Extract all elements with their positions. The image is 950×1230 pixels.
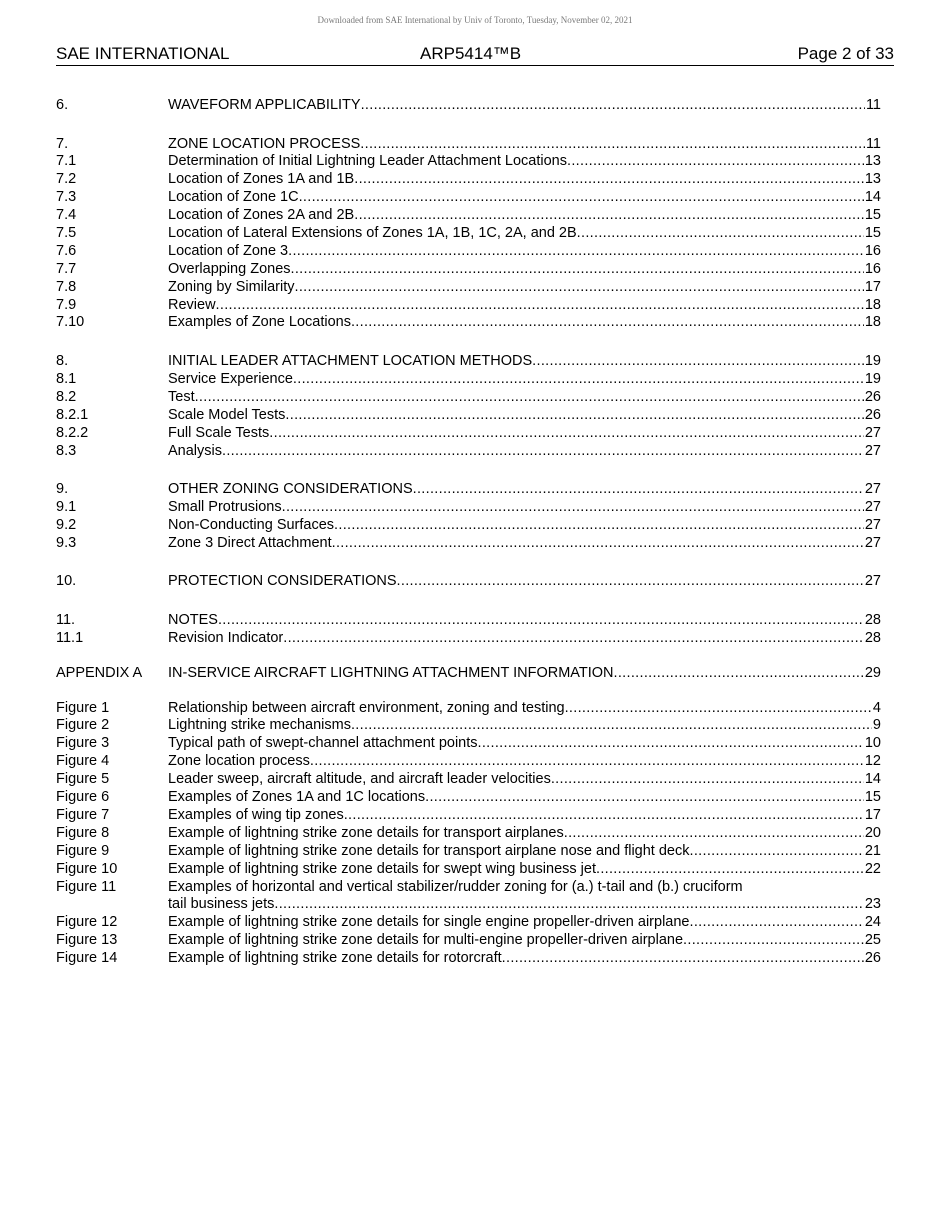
toc-entry xyxy=(56,499,881,517)
figure-title: Example of lightning strike zone details for swept wing business jet xyxy=(168,860,596,877)
dot-leader xyxy=(565,700,872,718)
page-number: 12 xyxy=(864,753,881,770)
entry-title-line xyxy=(168,225,881,243)
page-number: 27 xyxy=(864,573,881,590)
section-title: PROTECTION CONSIDERATIONS xyxy=(168,573,397,590)
entry-title-line xyxy=(168,243,881,261)
entry-title-line xyxy=(168,932,881,950)
figure-title: Examples of Zones 1A and 1C locations xyxy=(168,789,426,806)
dot-leader xyxy=(218,612,864,630)
toc-entry xyxy=(56,314,881,332)
entry-title-line xyxy=(168,861,881,879)
toc-entry xyxy=(56,171,881,189)
figure-title: Example of lightning strike zone details for transport airplane nose and flight deck xyxy=(168,842,690,859)
entry-title-line xyxy=(168,189,881,207)
section-title: Overlapping Zones xyxy=(168,260,291,277)
page-number: 13 xyxy=(864,171,881,188)
page-number: 25 xyxy=(864,932,881,949)
entry-title-line xyxy=(168,612,881,630)
dot-leader xyxy=(532,353,864,371)
figure-list-entry xyxy=(56,879,881,897)
section-number: 8.2.1 xyxy=(56,406,89,423)
toc-entry xyxy=(56,665,881,683)
dot-leader xyxy=(564,825,864,843)
entry-title-line xyxy=(168,517,881,535)
dot-leader xyxy=(577,225,864,243)
dot-leader xyxy=(274,896,863,914)
figure-list-entry xyxy=(56,735,881,753)
section-number: 8.3 xyxy=(56,442,77,459)
toc-entry xyxy=(56,517,881,535)
figure-title: Example of lightning strike zone details for transport airplanes xyxy=(168,824,564,841)
figure-number: Figure 3 xyxy=(56,735,110,752)
dot-leader xyxy=(683,932,864,950)
dot-leader xyxy=(354,171,864,189)
figure-number: Figure 5 xyxy=(56,771,110,788)
section-number: 7. xyxy=(56,135,69,152)
entry-title-line xyxy=(168,789,881,807)
figure-title: Zone location process xyxy=(168,753,310,770)
toc-entry xyxy=(56,353,881,371)
section-number: 11.1 xyxy=(56,629,84,646)
entry-title-line xyxy=(168,700,881,718)
section-number: 7.7 xyxy=(56,260,77,277)
figure-title: Example of lightning strike zone details for multi-engine propeller-driven airplane xyxy=(168,932,684,949)
section-number: 7.2 xyxy=(56,171,77,188)
entry-title-line xyxy=(168,753,881,771)
dot-leader xyxy=(425,789,864,807)
dot-leader xyxy=(269,425,864,443)
section-number: 8.2 xyxy=(56,388,77,405)
page-number: 24 xyxy=(864,914,881,931)
dot-leader xyxy=(334,517,864,535)
toc-entry xyxy=(56,279,881,297)
entry-title-line xyxy=(168,825,881,843)
figure-list-entry xyxy=(56,843,881,861)
section-number: 8.2.2 xyxy=(56,424,89,441)
section-number: 7.9 xyxy=(56,296,77,313)
dot-leader xyxy=(351,717,872,735)
figure-title: Example of lightning strike zone details for single engine propeller-driven airplane xyxy=(168,914,690,931)
figure-list-entry xyxy=(56,771,881,789)
entry-title-line xyxy=(168,297,881,315)
entry-title-line xyxy=(168,314,881,332)
toc-entry xyxy=(56,481,881,499)
section-number: 7.4 xyxy=(56,207,77,224)
page-number: 26 xyxy=(864,950,881,967)
entry-title-line xyxy=(168,843,881,861)
page-number: 21 xyxy=(864,842,881,859)
entry-title-line xyxy=(168,879,881,897)
section-title: Non-Conducting Surfaces xyxy=(168,516,335,533)
toc-entry xyxy=(56,243,881,261)
page-number: 11 xyxy=(865,97,881,113)
figure-number: Figure 14 xyxy=(56,950,118,967)
section-title: INITIAL LEADER ATTACHMENT LOCATION METHODS xyxy=(168,353,533,370)
page-number: 17 xyxy=(864,278,881,295)
section-title: Zone 3 Direct Attachment xyxy=(168,534,332,551)
dot-leader xyxy=(299,189,864,207)
figure-number: Figure 2 xyxy=(56,717,110,734)
section-title: Test xyxy=(168,388,195,405)
section-number: 7.5 xyxy=(56,225,77,242)
entry-title-line xyxy=(168,407,881,425)
page-number: 26 xyxy=(864,388,881,405)
figure-list-entry xyxy=(56,753,881,771)
page-number: 27 xyxy=(864,481,881,498)
entry-title-line xyxy=(168,443,881,461)
page-number: 4 xyxy=(872,699,881,716)
page-number: 15 xyxy=(864,207,881,224)
page-number: 14 xyxy=(864,189,881,206)
figure-list-entry-continuation xyxy=(56,896,881,914)
section-title: Examples of Zone Locations xyxy=(168,314,351,331)
toc-entry xyxy=(56,425,881,443)
entry-title-line xyxy=(168,950,881,968)
dot-leader xyxy=(551,771,864,789)
section-title: Location of Lateral Extensions of Zones 1A, 1B, 1C, 2A, and 2B xyxy=(168,225,577,242)
dot-leader xyxy=(614,665,864,683)
toc-entry xyxy=(56,371,881,389)
figure-title: Relationship between aircraft environment, zoning and testing xyxy=(168,699,565,716)
entry-title-line xyxy=(168,97,881,115)
toc-entry xyxy=(56,407,881,425)
dot-leader xyxy=(351,314,864,332)
entry-title-line xyxy=(168,630,881,648)
entry-title-line xyxy=(168,353,881,371)
dot-leader xyxy=(310,753,864,771)
toc-entry xyxy=(56,535,881,553)
toc-entry xyxy=(56,153,881,171)
page-number: 20 xyxy=(864,824,881,841)
page-number: 28 xyxy=(864,629,881,646)
dot-leader xyxy=(690,843,864,861)
section-number: 9.2 xyxy=(56,516,77,533)
page-number: 15 xyxy=(864,789,881,806)
page-number: 27 xyxy=(864,442,881,459)
toc-entry xyxy=(56,443,881,461)
section-title: OTHER ZONING CONSIDERATIONS xyxy=(168,481,413,498)
section-title: NOTES xyxy=(168,611,218,628)
entry-title-line xyxy=(168,771,881,789)
toc-entry xyxy=(56,573,881,591)
page-number: 26 xyxy=(864,406,881,423)
page-number: 14 xyxy=(864,771,881,788)
dot-leader xyxy=(288,243,864,261)
toc-entry xyxy=(56,630,881,648)
section-title: Scale Model Tests xyxy=(168,406,286,423)
page-number: 11 xyxy=(865,135,881,152)
entry-title-line xyxy=(168,535,881,553)
section-number: 7.10 xyxy=(56,314,85,331)
section-title: Zoning by Similarity xyxy=(168,278,295,295)
toc-entry xyxy=(56,225,881,243)
dot-leader xyxy=(478,735,864,753)
page-number: 27 xyxy=(864,534,881,551)
figure-list-entry xyxy=(56,861,881,879)
table-of-contents xyxy=(56,97,881,968)
page-number: 16 xyxy=(864,242,881,259)
figure-list-entry xyxy=(56,807,881,825)
figure-list-entry xyxy=(56,950,881,968)
page-number: 29 xyxy=(864,664,881,681)
toc-entry xyxy=(56,189,881,207)
figure-number: Figure 10 xyxy=(56,860,118,877)
page-number: 19 xyxy=(864,353,881,370)
figure-list-entry xyxy=(56,825,881,843)
section-title: IN-SERVICE AIRCRAFT LIGHTNING ATTACHMENT INFORMATION xyxy=(168,664,614,681)
entry-title-line xyxy=(168,499,881,517)
section-number: 7.6 xyxy=(56,242,77,259)
dot-leader xyxy=(282,499,864,517)
dot-leader xyxy=(397,573,864,591)
figure-title: Example of lightning strike zone details for rotorcraft xyxy=(168,950,502,967)
section-title: Analysis xyxy=(168,442,222,459)
entry-title-line xyxy=(168,807,881,825)
dot-leader xyxy=(502,950,864,968)
section-number: 7.1 xyxy=(56,153,77,170)
section-title: Determination of Initial Lightning Leader Attachment Locations xyxy=(168,153,567,170)
entry-title-line xyxy=(168,136,881,154)
section-title: Full Scale Tests xyxy=(168,424,270,441)
dot-leader xyxy=(285,407,863,425)
dot-leader xyxy=(567,153,864,171)
page-number: 23 xyxy=(864,896,881,913)
dot-leader xyxy=(332,535,864,553)
section-number: 7.8 xyxy=(56,278,77,295)
page-number: 9 xyxy=(872,717,881,734)
section-title: Review xyxy=(168,296,216,313)
entry-title-line xyxy=(168,481,881,499)
figure-title: Leader sweep, aircraft altitude, and aircraft leader velocities xyxy=(168,771,551,788)
dot-leader xyxy=(283,630,864,648)
header-document-number: ARP5414™B xyxy=(420,44,522,63)
dot-leader xyxy=(413,481,864,499)
figure-number: Figure 1 xyxy=(56,699,110,716)
toc-entry xyxy=(56,261,881,279)
figure-number: Figure 7 xyxy=(56,806,110,823)
section-title: Location of Zones 2A and 2B xyxy=(168,207,355,224)
figure-title: Examples of wing tip zones xyxy=(168,806,344,823)
figure-number: Figure 13 xyxy=(56,932,118,949)
section-number: 9.3 xyxy=(56,534,77,551)
figure-list-entry xyxy=(56,932,881,950)
dot-leader xyxy=(222,443,864,461)
figure-list-entry xyxy=(56,789,881,807)
dot-leader xyxy=(690,914,864,932)
dot-leader xyxy=(360,136,865,154)
entry-title-line xyxy=(168,665,881,683)
entry-title-line xyxy=(168,735,881,753)
page-number: 27 xyxy=(864,424,881,441)
section-number: 9.1 xyxy=(56,498,77,515)
section-number: 9. xyxy=(56,481,69,498)
entry-title-line xyxy=(168,261,881,279)
page-number: 18 xyxy=(864,296,881,313)
page-number: 18 xyxy=(864,314,881,331)
page-number: 13 xyxy=(864,153,881,170)
toc-entry xyxy=(56,389,881,407)
entry-title-line xyxy=(168,171,881,189)
page-number: 16 xyxy=(864,260,881,277)
figure-title: Typical path of swept-channel attachment points xyxy=(168,735,478,752)
figure-number: Figure 11 xyxy=(56,878,117,895)
entry-title-line xyxy=(168,207,881,225)
figure-list-entry xyxy=(56,700,881,718)
page-number: 10 xyxy=(864,735,881,752)
section-number: 10. xyxy=(56,573,77,590)
section-title: ZONE LOCATION PROCESS xyxy=(168,135,361,152)
page-number: 17 xyxy=(864,806,881,823)
figure-number: Figure 12 xyxy=(56,914,118,931)
figure-number: Figure 4 xyxy=(56,753,110,770)
section-number: 8.1 xyxy=(56,370,77,387)
section-title: Small Protrusions xyxy=(168,498,282,515)
entry-title-line xyxy=(168,389,881,407)
section-title: Location of Zones 1A and 1B xyxy=(168,171,355,188)
section-title: Service Experience xyxy=(168,370,293,387)
toc-entry xyxy=(56,97,881,115)
section-title: WAVEFORM APPLICABILITY xyxy=(168,97,361,113)
dot-leader xyxy=(596,861,864,879)
figure-number: Figure 6 xyxy=(56,789,110,806)
section-title: Location of Zone 3 xyxy=(168,242,289,259)
dot-leader xyxy=(354,207,864,225)
page-number: 19 xyxy=(864,370,881,387)
section-title: Revision Indicator xyxy=(168,629,284,646)
figure-title: Examples of horizontal and vertical stabilizer/rudder zoning for (a.) t-tail and (b.) cruciform xyxy=(168,878,743,895)
entry-title-line xyxy=(168,717,881,735)
entry-title-line xyxy=(168,371,881,389)
entry-title-line xyxy=(168,573,881,591)
toc-entry xyxy=(56,136,881,154)
section-number: 8. xyxy=(56,353,69,370)
dot-leader xyxy=(293,371,864,389)
page-number: 27 xyxy=(864,516,881,533)
page-header xyxy=(56,43,894,66)
toc-entry xyxy=(56,297,881,315)
header-publisher: SAE INTERNATIONAL xyxy=(56,44,230,63)
figure-list-entry xyxy=(56,717,881,735)
page-number: 27 xyxy=(864,498,881,515)
toc-entry xyxy=(56,612,881,630)
figure-title: tail business jets xyxy=(168,896,275,913)
section-number: 7.3 xyxy=(56,189,77,206)
figure-number: Figure 9 xyxy=(56,842,110,859)
section-title: Location of Zone 1C xyxy=(168,189,299,206)
header-page-number: Page 2 of 33 xyxy=(797,44,894,63)
section-number: 6. xyxy=(56,97,69,113)
figure-number: Figure 8 xyxy=(56,824,110,841)
dot-leader xyxy=(361,97,865,115)
page-number: 22 xyxy=(864,860,881,877)
download-watermark: Downloaded from SAE International by Univ of Toronto, Tuesday, November 02, 2021 xyxy=(317,15,633,25)
section-number: APPENDIX A xyxy=(56,664,143,681)
entry-title-line xyxy=(168,279,881,297)
entry-title-line xyxy=(168,914,881,932)
dot-leader xyxy=(344,807,864,825)
entry-title-line xyxy=(168,425,881,443)
dot-leader xyxy=(216,297,864,315)
dot-leader xyxy=(295,279,864,297)
section-number: 11. xyxy=(56,611,76,628)
dot-leader xyxy=(195,389,864,407)
page-number: 28 xyxy=(864,611,881,628)
page-number: 15 xyxy=(864,225,881,242)
dot-leader xyxy=(291,261,864,279)
figure-list-entry xyxy=(56,914,881,932)
entry-title-line xyxy=(168,153,881,171)
figure-title: Lightning strike mechanisms xyxy=(168,717,351,734)
entry-title-line xyxy=(168,896,881,914)
toc-entry xyxy=(56,207,881,225)
